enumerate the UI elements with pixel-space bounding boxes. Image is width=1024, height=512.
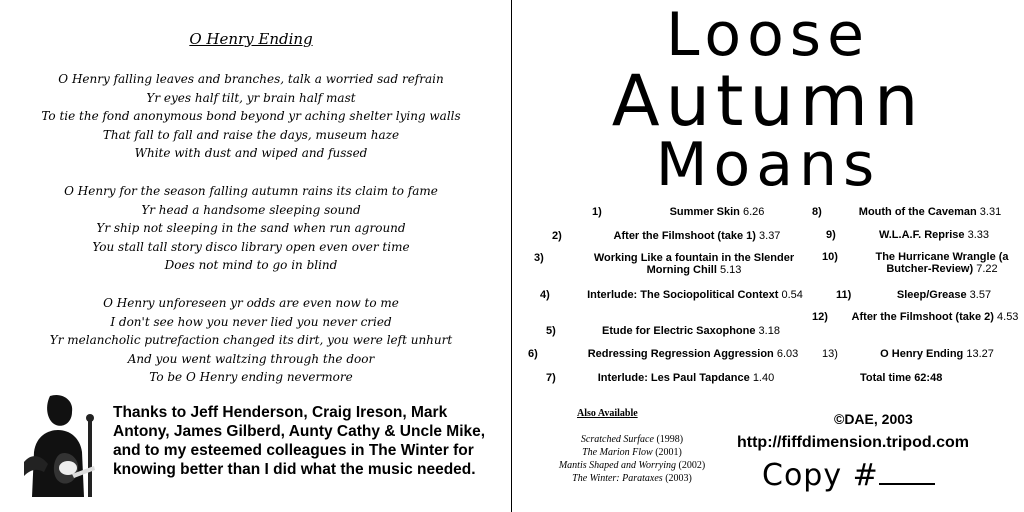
poem-line: O Henry falling leaves and branches, talk a worried sad refrain: [58, 72, 444, 86]
copyright: ©DAE, 2003: [834, 411, 913, 427]
poem-title: O Henry Ending: [189, 30, 313, 48]
track-duration: 3.37: [759, 230, 781, 242]
track-title: After the Filmshoot (take 1) 3.37: [613, 230, 781, 242]
track-title: Sleep/Grease 3.57: [896, 289, 992, 301]
release-item: Scratched Surface (1998): [580, 434, 684, 445]
track-title: Interlude: The Sociopolitical Context 0.54: [587, 289, 803, 301]
track-title: W.L.A.F. Reprise 3.33: [878, 229, 990, 241]
release-item: Mantis Shaped and Worrying (2002): [558, 460, 706, 471]
track-title: Mouth of the Caveman 3.31: [858, 206, 1002, 218]
cover-panel: [512, 0, 1024, 512]
track-duration: 0.54: [781, 289, 803, 301]
also-available-list: [537, 433, 727, 485]
track-duration: 7.22: [976, 263, 998, 275]
track-number: 8): [812, 206, 822, 218]
release-item: The Marion Flow (2001): [582, 447, 682, 458]
track-number: 6): [528, 348, 538, 360]
poem-line: I don't see how you never lied you never cried: [110, 314, 392, 329]
track-number: 4): [540, 289, 550, 301]
poem-stanza: [0, 70, 502, 163]
poem-line: And you went waltzing through the door: [127, 351, 375, 366]
track-title: After the Filmshoot (take 2) 4.53: [851, 311, 1019, 323]
release-item: The Winter: Parataxes (2003): [572, 473, 692, 484]
poem-line: O Henry for the season falling autumn rains its claim to fame: [64, 184, 438, 198]
poem-line: You stall tall story disco library open even over time: [92, 239, 410, 254]
track-number: 1): [592, 206, 602, 218]
poem-line: Yr head a handsome sleeping sound: [141, 202, 361, 217]
track-duration: 3.18: [758, 325, 780, 337]
track-number: 5): [546, 325, 556, 337]
track-item: [812, 311, 1024, 341]
track-duration: 4.53: [997, 311, 1019, 323]
track-number: 2): [552, 230, 562, 242]
track-number: 7): [546, 372, 556, 384]
track-number: 13): [822, 348, 838, 360]
poem-line: That fall to fall and raise the days, museum haze: [102, 127, 400, 142]
poem-line: To be O Henry ending nevermore: [149, 370, 353, 385]
track-title: O Henry Ending 13.27: [880, 348, 994, 360]
track-number: 12): [812, 311, 828, 323]
track-number: 9): [826, 229, 836, 241]
track-duration: 1.40: [752, 372, 775, 384]
copy-number-blank: [879, 459, 935, 485]
track-item: [534, 252, 814, 282]
track-duration: 6.26: [742, 206, 765, 218]
track-duration: 3.31: [979, 206, 1002, 218]
track-duration: 13.27: [966, 348, 994, 360]
track-title: Summer Skin 6.26: [669, 206, 765, 218]
track-number: 3): [534, 252, 544, 264]
album-title-line: Autumn: [611, 60, 925, 142]
poem-line: Yr ship not sleeping in the sand when run aground: [96, 221, 406, 236]
poem-line: Yr eyes half tilt, yr brain half mast: [146, 90, 356, 105]
track-number: 10): [822, 251, 838, 263]
poem-line: White with dust and wiped and fussed: [134, 146, 368, 161]
track-duration: 6.03: [776, 348, 799, 360]
track-duration: 3.33: [967, 229, 990, 241]
track-item: [546, 372, 786, 402]
track-item: [822, 251, 1024, 281]
total-time: Total time 62:48: [860, 372, 943, 384]
poem-stanza: [0, 182, 502, 275]
poem-line: Does not mind to go in blind: [164, 258, 338, 273]
website-url[interactable]: http://fiffdimension.tripod.com: [737, 434, 969, 451]
track-title: Redressing Regression Aggression 6.03: [587, 348, 799, 360]
copy-number: [762, 458, 935, 493]
track-title: Interlude: Les Paul Tapdance 1.40: [597, 372, 775, 384]
poem-line: O Henry unforeseen yr odds are even now to me: [103, 296, 399, 310]
album-title-line: Moans: [655, 130, 881, 200]
album-title-line: Loose: [666, 0, 870, 70]
track-title: The Hurricane Wrangle (a Butcher-Review) 7.22: [875, 251, 1009, 275]
poem-line: To tie the fond anonymous bond beyond yr aching shelter lying walls: [41, 109, 461, 124]
copy-label: Copy #: [762, 458, 879, 493]
track-duration: 5.13: [719, 264, 742, 276]
musician-photo: [22, 392, 98, 497]
poem-line: Yr melancholic putrefaction changed its dirt, you were left unhurt: [49, 333, 453, 348]
track-title: Etude for Electric Saxophone 3.18: [602, 325, 780, 337]
track-title: Working Like a fountain in the Slender Morning Chill 5.13: [593, 252, 795, 276]
also-available-title: Also Available: [577, 408, 638, 419]
track-number: 11): [836, 289, 852, 301]
track-duration: 3.57: [969, 289, 992, 301]
poem-stanza: [0, 294, 502, 387]
thanks-note: Thanks to Jeff Henderson, Craig Ireson, Mark Antony, James Gilberd, Aunty Cathy & Uncle Mike, and to my esteemed colleagues in The Winter for knowing better than I did what the music needed.: [113, 404, 486, 478]
track-item: [540, 289, 810, 319]
